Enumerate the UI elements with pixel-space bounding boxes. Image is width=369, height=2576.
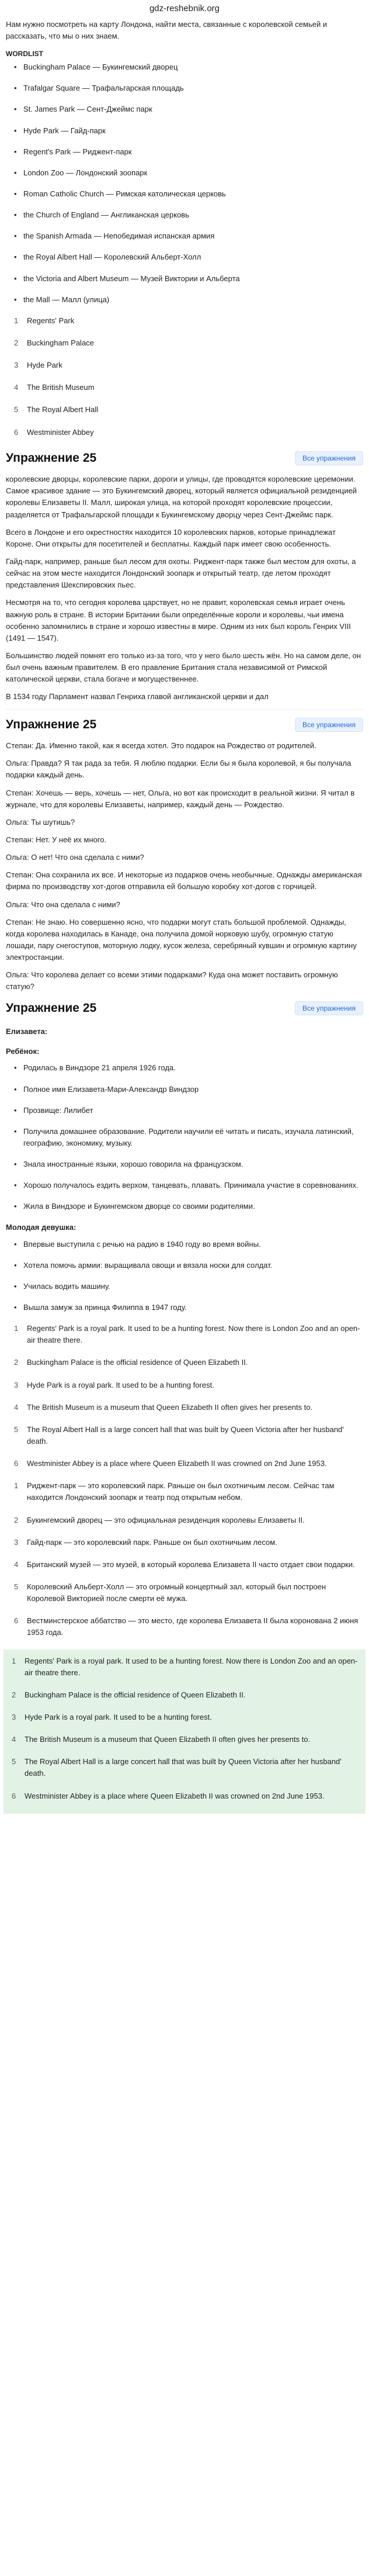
list-item: • London Zoo — Лондонский зоопарк bbox=[14, 167, 363, 179]
paragraph: Степан: Хочешь — верь, хочешь — нет, Ольга, но вот как происходит в реальной жизни. Я читал в журнале, что для королевы Елизаветы, например, каждый день — Рождество. bbox=[6, 788, 355, 809]
item-number: 6 bbox=[14, 1616, 19, 1626]
item-text: Букингемский дворец — это официальная резиденция королевы Елизаветы II. bbox=[27, 1515, 305, 1524]
list-item: • Хорошо получалось ездить верхом, танцевать, плавать. Принимала участие в соревнованиях. bbox=[14, 1180, 363, 1191]
list-item: • the Royal Albert Hall — Королевский Альберт-Холл bbox=[14, 251, 363, 263]
numbered-item bbox=[14, 1515, 363, 1526]
list-item: • Впервые выступила с речью на радио в 1940 году во время войны. bbox=[14, 1239, 363, 1250]
numbered-item bbox=[14, 315, 363, 327]
item-text: Westminister Abbey is a place where Queen Elizabeth II was crowned on 2nd June 1953. bbox=[27, 1459, 327, 1468]
list-item: • Hyde Park — Гайд-парк bbox=[14, 125, 363, 137]
list-item: • Училась водить машину. bbox=[14, 1281, 363, 1292]
item-text: Вестминстерское аббатство — это место, где королева Елизавета II была коронована 2 июня 1953 года. bbox=[27, 1616, 358, 1637]
item-number: 3 bbox=[14, 1380, 19, 1389]
item-text: Buckingham Palace bbox=[27, 338, 94, 347]
item-number: 6 bbox=[12, 1791, 16, 1800]
site-header bbox=[6, 0, 363, 18]
numbered-item bbox=[14, 1581, 363, 1605]
item-text: Regents' Park is a royal park. It used to be a hunting forest. Now there is London Zoo and an open-air theatre there. bbox=[25, 1656, 358, 1677]
item-text: The Royal Albert Hall is a large concert hall that was built by Queen Victoria after her husband' death. bbox=[27, 1424, 344, 1446]
numbered-item bbox=[12, 1711, 361, 1723]
numbered-item bbox=[14, 1458, 363, 1469]
list-item: • Родилась в Виндзоре 21 апреля 1926 года. bbox=[14, 1062, 363, 1074]
item-text: The British Museum is a museum that Queen Elizabeth II often gives her presents to. bbox=[27, 1402, 313, 1412]
all-exercises-button[interactable]: Все упражнения bbox=[295, 451, 363, 465]
text-block bbox=[6, 473, 363, 703]
all-exercises-button[interactable]: Все упражнения bbox=[295, 718, 363, 732]
list-item: • Regent's Park — Риджент-парк bbox=[14, 146, 363, 158]
divider bbox=[6, 709, 363, 710]
exercise-bar-2 bbox=[6, 715, 363, 735]
item-number: 5 bbox=[12, 1757, 16, 1766]
list-item: • Знала иностранные языки, хорошо говорила на французском. bbox=[14, 1159, 363, 1170]
paragraph: Большинство людей помнят его только из-за того, что у него было шесть жён. Но на самом деле, он был очень важным правителем. В его правление Британия стала независимой от Римской католической церкви, стала богаче и могущественнее. bbox=[6, 651, 361, 684]
paragraph: Степан: Нет. У неё их много. bbox=[6, 835, 107, 844]
item-number: 3 bbox=[14, 1537, 19, 1547]
list-item: • Хотела помочь армии: выращивала овощи и вязала носки для солдат. bbox=[14, 1260, 363, 1271]
paragraph: Ольга: Правда? Я так рада за тебя. Я люблю подарки. Если бы я была королевой, я бы получала подарки каждый день. bbox=[6, 759, 351, 780]
numbered-item bbox=[14, 1402, 363, 1413]
item-number: 1 bbox=[12, 1656, 16, 1665]
item-text: Regents' Park bbox=[27, 316, 75, 325]
item-number: 3 bbox=[14, 361, 19, 370]
numbered-item bbox=[14, 427, 363, 438]
list-item: • the Mall — Малл (улица) bbox=[14, 294, 363, 306]
paragraph: королевские дворцы, королевские парки, дороги и улицы, где проводятся королевские церемонии. Самое красивое здание — это Букингемский дворец, который является официальной резиденцией королевы Елизаветы II. Малл, широкая улица, на которой проходят королевские процессии, разделяется от Трафальгарской площади к Букингемскому дворцу через Сент-Джеймс парк. bbox=[6, 475, 357, 519]
elizabeth-label: Елизавета: bbox=[6, 1027, 48, 1036]
item-number: 3 bbox=[12, 1713, 16, 1721]
list-item: • Жила в Виндзоре и Букингемском дворце со своими родителями. bbox=[14, 1201, 363, 1212]
numbered-item bbox=[14, 1480, 363, 1503]
item-text: The Royal Albert Hall bbox=[27, 405, 99, 414]
numbered-item bbox=[12, 1790, 361, 1802]
item-number: 1 bbox=[14, 316, 19, 325]
item-text: Hyde Park bbox=[27, 361, 62, 370]
item-text: Regents' Park is a royal park. It used to be a hunting forest. Now there is London Zoo and an open-air theatre there. bbox=[27, 1324, 360, 1345]
list-item: • Roman Catholic Church — Римская католическая церковь bbox=[14, 188, 363, 200]
item-text: Гайд-парк — это королевский парк. Раньше он был охотничьим лесом. bbox=[27, 1537, 277, 1547]
numbered-item bbox=[12, 1689, 361, 1701]
item-number: 2 bbox=[14, 1515, 19, 1524]
item-text: Westminister Abbey bbox=[27, 427, 94, 437]
child-list bbox=[6, 1062, 363, 1212]
item-number: 1 bbox=[14, 1324, 19, 1333]
list-item: • Прозвище: Лилибет bbox=[14, 1105, 363, 1116]
exercise-bar-3 bbox=[6, 999, 363, 1018]
list-item: • Вышла замуж за принца Филиппа в 1947 году. bbox=[14, 1302, 363, 1313]
item-text: The Royal Albert Hall is a large concert hall that was built by Queen Victoria after her husband' death. bbox=[25, 1757, 342, 1778]
exercise-title: Упражнение 25 bbox=[6, 1001, 97, 1015]
exercise-title: Упражнение 25 bbox=[6, 451, 97, 465]
item-text: Риджент-парк — это королевский парк. Раньше он был охотничьим лесом. Сейчас там находится Лондонский зоопарк и театр под открытым небом. bbox=[27, 1481, 335, 1502]
list-item: • Полное имя Елизавета-Мари-Александр Виндзор bbox=[14, 1084, 363, 1095]
item-text: Buckingham Palace is the official residence of Queen Elizabeth II. bbox=[27, 1358, 248, 1367]
item-number: 1 bbox=[14, 1481, 19, 1491]
paragraph: В 1534 году Парламент назвал Генриха главой англиканской церкви и дал bbox=[6, 692, 269, 701]
places-list bbox=[6, 315, 363, 438]
numbered-item bbox=[14, 1379, 363, 1391]
numbered-item bbox=[14, 1424, 363, 1447]
list-item: • the Church of England — Англиканская церковь bbox=[14, 209, 363, 221]
paragraph: Несмотря на то, что сегодня королева царствует, но не правит, королевская семья играет очень важную роль в стране. В истории Британии были определённые короли и королевы, чьи имена особенно запомнились в стране и хорошо известны в мире. Одним из них был король Генрих VIII (1491 — 1547). bbox=[6, 598, 351, 642]
item-number: 5 bbox=[14, 1582, 19, 1592]
list-item: • Buckingham Palace — Букингемский дворец bbox=[14, 61, 363, 73]
numbered-item bbox=[14, 1357, 363, 1368]
exercise-title: Упражнение 25 bbox=[6, 717, 97, 731]
paragraph: Ольга: Что королева делает со всеми этими подарками? Куда она может поставить огромную статую? bbox=[6, 970, 338, 991]
item-text: The British Museum bbox=[27, 383, 95, 392]
numbered-item bbox=[12, 1655, 361, 1679]
item-number: 6 bbox=[14, 1459, 19, 1468]
item-number: 6 bbox=[14, 427, 19, 437]
item-number: 2 bbox=[14, 1358, 19, 1367]
item-text: Hyde Park is a royal park. It used to be a hunting forest. bbox=[27, 1380, 214, 1389]
list-item: • Trafalgar Square — Трафальгарская площадь bbox=[14, 82, 363, 94]
dialogue bbox=[6, 740, 363, 993]
young-list bbox=[6, 1239, 363, 1314]
numbered-item bbox=[14, 404, 363, 416]
paragraph: Ольга: Что она сделала с ними? bbox=[6, 900, 120, 909]
exercise-bar-1 bbox=[6, 449, 363, 468]
answers-ru bbox=[6, 1480, 363, 1638]
numbered-item bbox=[14, 1615, 363, 1638]
answers-en bbox=[6, 1323, 363, 1469]
numbered-item bbox=[14, 1323, 363, 1346]
numbered-item bbox=[14, 337, 363, 349]
item-number: 5 bbox=[14, 1424, 19, 1434]
child-label: Ребёнок: bbox=[6, 1047, 40, 1056]
intro-text: Нам нужно посмотреть на карту Лондона, найти места, связанные с королевской семьей и рассказать, что мы о них знаем. bbox=[6, 20, 328, 41]
numbered-item bbox=[12, 1734, 361, 1745]
paragraph: Всего в Лондоне и его окрестностях находится 10 королевских парков, которые принадлежат Короне. Они открыты для посетителей и бесплатны. Каждый парк имеет свою особенность. bbox=[6, 527, 336, 548]
numbered-item bbox=[12, 1756, 361, 1779]
item-text: Westminister Abbey is a place where Queen Elizabeth II was crowned on 2nd June 1953. bbox=[25, 1791, 325, 1800]
item-number: 2 bbox=[14, 338, 19, 347]
item-text: Британский музей — это музей, в который королева Елизавета II часто отдает свои подарки. bbox=[27, 1560, 355, 1569]
list-item: • the Spanish Armada — Непобедимая испанская армия bbox=[14, 230, 363, 242]
item-number: 4 bbox=[14, 383, 19, 392]
numbered-item bbox=[14, 1559, 363, 1571]
wordlist-title: WORDLIST bbox=[6, 49, 43, 58]
item-number: 5 bbox=[14, 405, 19, 414]
numbered-item bbox=[14, 1537, 363, 1548]
item-text: Королевский Альберт-Холл — это огромный концертный зал, который был построен Королевой Викторией после смерти её мужа. bbox=[27, 1582, 326, 1603]
wordlist bbox=[6, 61, 363, 306]
item-number: 4 bbox=[14, 1402, 19, 1412]
site-name[interactable]: gdz-reshebnik.org bbox=[149, 4, 220, 13]
paragraph: Степан: Да. Именно такой, как я всегда хотел. Это подарок на Рождество от родителей. bbox=[6, 741, 316, 751]
item-number: 4 bbox=[12, 1735, 16, 1744]
numbered-item bbox=[14, 359, 363, 371]
paragraph: Степан: Не знаю. Но совершенно ясно, что подарки могут стать большой проблемой. Однажды, когда королева находилась в Канаде, она получила домой норковую шубу, огромную статую лошади, пару снегоступов, моторную лодку, кусок железа, серебряный кувшин и огромную картину электростанции. bbox=[6, 917, 357, 962]
item-number: 2 bbox=[12, 1690, 16, 1699]
item-text: The British Museum is a museum that Queen Elizabeth II often gives her presents to. bbox=[25, 1735, 311, 1744]
paragraph: Степан: Она сохранила их все. И некоторые из подарков очень необычные. Однажды американская фирма по производству хот-догов отправила ей большую коробку хот-догов с горчицей. bbox=[6, 870, 362, 891]
item-number: 4 bbox=[14, 1560, 19, 1569]
answers-en-highlight bbox=[8, 1655, 361, 1802]
young-label: Молодая девушка: bbox=[6, 1223, 76, 1232]
answers-highlight bbox=[4, 1650, 365, 1814]
all-exercises-button[interactable]: Все упражнения bbox=[295, 1001, 363, 1015]
numbered-item bbox=[14, 382, 363, 393]
paragraph: Гайд-парк, например, раньше был лесом для охоты. Риджент-парк также был местом для охоты, а сейчас на этом месте находится Лондонский зоопарк и открытый театр, где летом проходят представления Шекспировских пьес. bbox=[6, 557, 356, 590]
item-text: Buckingham Palace is the official residence of Queen Elizabeth II. bbox=[25, 1690, 246, 1699]
list-item: • St. James Park — Сент-Джеймс парк bbox=[14, 103, 363, 115]
paragraph: Ольга: Ты шутишь? bbox=[6, 817, 75, 827]
list-item: • the Victoria and Albert Museum — Музей Виктории и Альберта bbox=[14, 273, 363, 285]
list-item: • Получила домашнее образование. Родители научили её читать и писать, изучала латинский, географию, экономику, музыку. bbox=[14, 1126, 363, 1149]
item-text: Hyde Park is a royal park. It used to be a hunting forest. bbox=[25, 1713, 212, 1721]
paragraph: Ольга: О нет! Что она сделала с ними? bbox=[6, 853, 144, 862]
